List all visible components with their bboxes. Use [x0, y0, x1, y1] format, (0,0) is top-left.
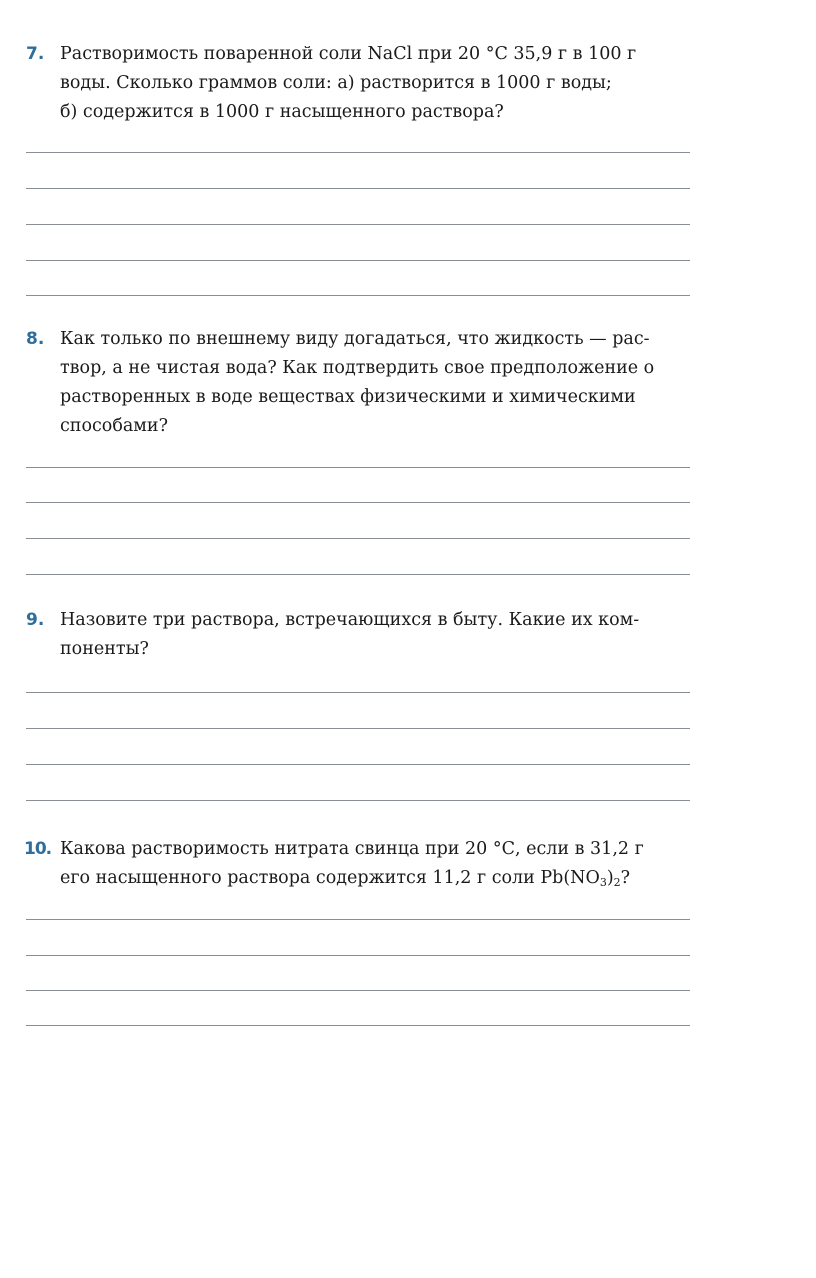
task-7 [0, 40, 816, 127]
task-9 [0, 606, 816, 664]
answer-line[interactable] [26, 295, 690, 296]
answer-line[interactable] [26, 728, 690, 729]
question-line-with-formula [60, 864, 696, 893]
answer-line[interactable] [26, 919, 690, 920]
task-9-question [0, 606, 696, 664]
answer-line[interactable] [26, 800, 690, 801]
question-line: Назовите три раствора, встречающихся в быту. Какие их ком- [60, 610, 640, 630]
answer-line[interactable] [26, 188, 690, 189]
answer-line[interactable] [26, 990, 690, 991]
formula-subscript: 3 [599, 876, 607, 889]
question-line: Растворимость поваренной соли NaCl при 20 °С 35,9 г в 100 г [60, 44, 637, 64]
answer-line[interactable] [26, 574, 690, 575]
answer-line[interactable] [26, 224, 690, 225]
question-line: б) содержится в 1000 г насыщенного раствора? [60, 102, 504, 122]
answer-line[interactable] [26, 502, 690, 503]
question-line: Какова растворимость нитрата свинца при 20 °С, если в 31,2 г [60, 839, 644, 859]
question-mark: ? [620, 868, 631, 888]
task-number: 7. [26, 44, 45, 64]
question-line: способами? [60, 416, 168, 436]
answer-line[interactable] [26, 955, 690, 956]
question-line: его насыщенного раствора содержится 11,2 г соли Pb(NO [60, 868, 600, 888]
task-10-question [0, 835, 696, 893]
task-7-question [0, 40, 696, 127]
answer-line[interactable] [26, 538, 690, 539]
task-8-question [0, 325, 696, 441]
question-line: поненты? [60, 639, 149, 659]
task-number: 9. [26, 610, 45, 630]
formula-bracket: ) [606, 868, 614, 888]
answer-line[interactable] [26, 467, 690, 468]
question-line: воды. Сколько граммов соли: а) растворится в 1000 г воды; [60, 73, 612, 93]
task-10 [0, 835, 816, 893]
question-line: растворенных в воде веществах физическими и химическими [60, 387, 636, 407]
answer-line[interactable] [26, 1025, 690, 1026]
task-8 [0, 325, 816, 441]
formula-subscript: 2 [613, 876, 621, 889]
answer-line[interactable] [26, 764, 690, 765]
question-line: твор, а не чистая вода? Как подтвердить свое предположение о [60, 358, 655, 378]
task-number: 10. [24, 839, 52, 859]
answer-line[interactable] [26, 260, 690, 261]
answer-line[interactable] [26, 152, 690, 153]
answer-line[interactable] [26, 692, 690, 693]
task-number: 8. [26, 329, 45, 349]
question-line: Как только по внешнему виду догадаться, что жидкость — рас- [60, 329, 650, 349]
